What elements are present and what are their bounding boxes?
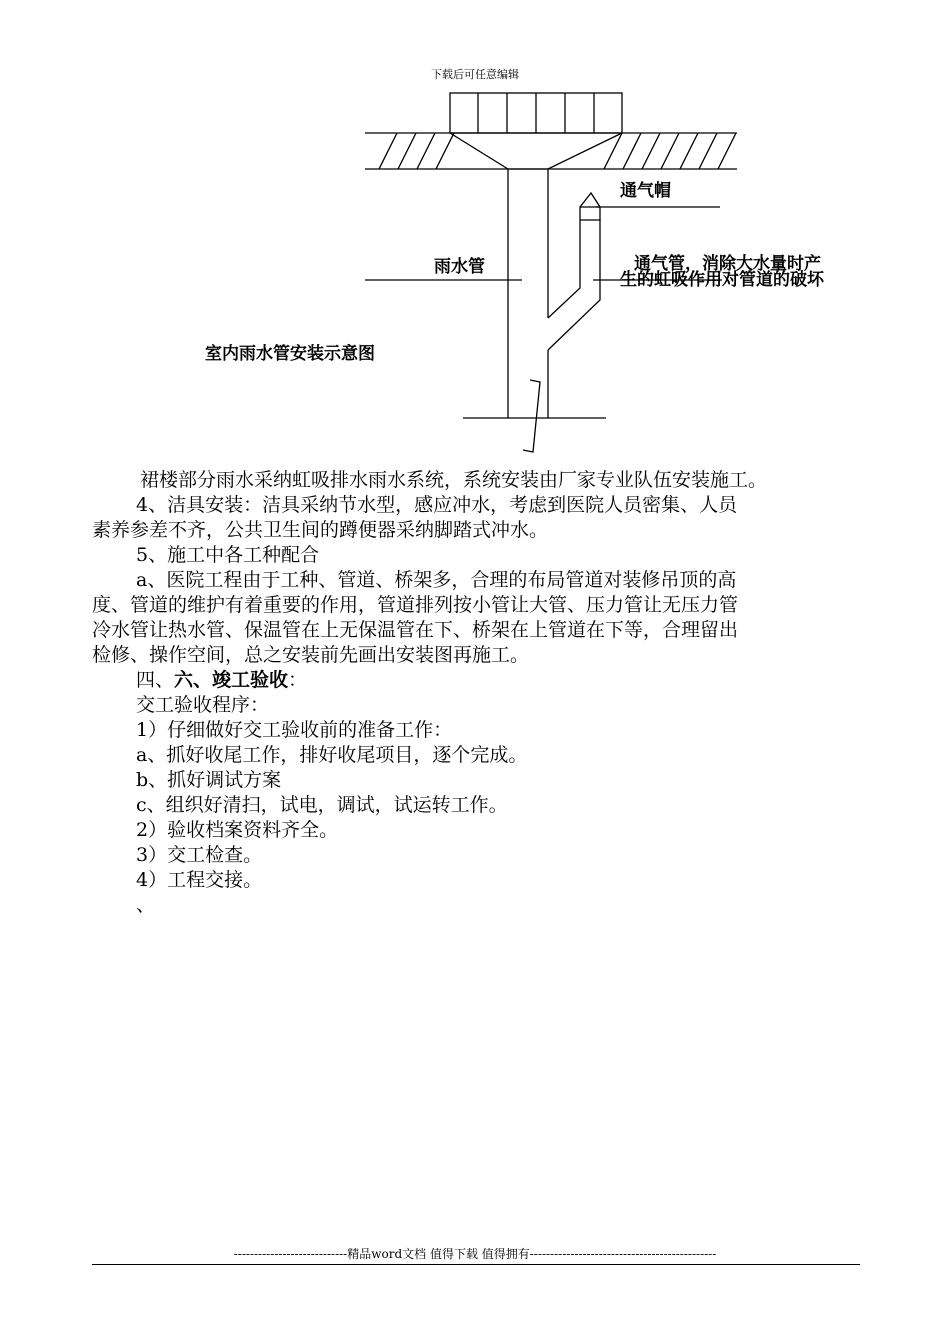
list-item: 4）工程交接。 bbox=[136, 869, 263, 891]
list-item: a、抓好收尾工作，排好收尾项目，逐个完成。 bbox=[136, 744, 528, 766]
section-colon: ： bbox=[288, 669, 308, 691]
rain-pipe-label: 雨水管 bbox=[434, 257, 485, 277]
footer-divider bbox=[92, 1264, 860, 1265]
rain-pipe-installation-diagram bbox=[0, 0, 950, 470]
section-heading bbox=[92, 668, 862, 693]
list-item: 交工验收程序： bbox=[136, 694, 270, 716]
page-footer: ----------------------------精品word文档 值得下载 值得拥有---------------------------------------------- bbox=[233, 1247, 717, 1261]
list-item: 、 bbox=[136, 894, 156, 916]
drain-funnel bbox=[450, 133, 622, 169]
page-header: 下载后可任意编辑 bbox=[431, 68, 519, 81]
list-item: 1）仔细做好交工验收前的准备工作： bbox=[136, 719, 453, 741]
paragraph-fixtures-line2: 素养参差不齐，公共卫生间的蹲便器采纳脚踏式冲水。 bbox=[92, 519, 549, 541]
vent-pipe bbox=[548, 220, 580, 318]
paragraph-siphon-system: 裙楼部分雨水采纳虹吸排水雨水系统，系统安装由厂家专业队伍安装施工。 bbox=[140, 469, 768, 491]
paragraph-coordination-line3: 冷水管让热水管、保温管在上无保温管在下、桥架在上管道在下等，合理留出 bbox=[92, 619, 739, 641]
vent-cap-label: 通气帽 bbox=[620, 181, 671, 201]
list-item: b、抓好调试方案 bbox=[136, 769, 282, 791]
document-body bbox=[92, 468, 862, 918]
paragraph-coordination-heading: 5、施工中各工种配合 bbox=[136, 544, 320, 566]
vent-pipe-label-line2: 生的虹吸作用对管道的破坏 bbox=[620, 270, 824, 290]
roof-hatch bbox=[379, 133, 736, 169]
paragraph-coordination-line4: 检修、操作空间，总之安装前先画出安装图再施工。 bbox=[92, 644, 530, 666]
list-item: 3）交工检查。 bbox=[136, 844, 263, 866]
list-item: 2）验收档案资料齐全。 bbox=[136, 819, 339, 841]
paragraph-coordination-line2: 度、管道的维护有着重要的作用，管道排列按小管让大管、压力管让无压力管 bbox=[92, 594, 739, 616]
section-prefix: 四、 bbox=[136, 669, 175, 691]
pipe-break-symbol bbox=[523, 380, 540, 452]
paragraph-coordination-line1: a、医院工程由于工种、管道、桥架多，合理的布局管道对装修吊顶的高 bbox=[136, 569, 737, 591]
section-title: 六、竣工验收 bbox=[174, 669, 289, 691]
vent-pipe-label-line1: 通气管，消除大水量时产 bbox=[634, 254, 821, 274]
diagram-caption: 室内雨水管安装示意图 bbox=[205, 344, 375, 364]
paragraph-fixtures-line1: 4、洁具安装：洁具采纳节水型，感应冲水，考虑到医院人员密集、人员 bbox=[136, 494, 738, 516]
list-item: c、组织好清扫，试电，调试，试运转工作。 bbox=[136, 794, 508, 816]
